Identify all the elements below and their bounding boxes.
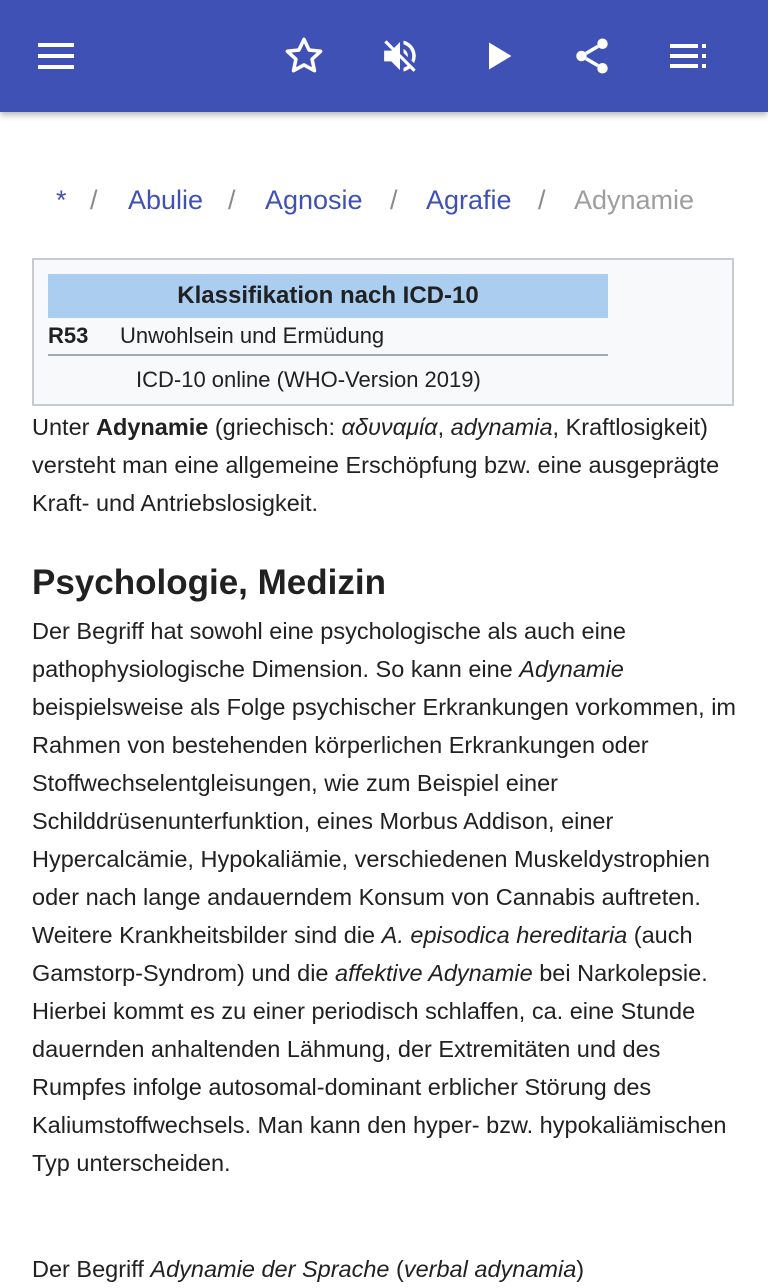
breadcrumb-separator: / — [390, 185, 398, 215]
menu-button[interactable] — [28, 28, 84, 84]
breadcrumb-separator: / — [228, 185, 236, 215]
next-text: Der Begriff — [32, 1256, 151, 1282]
icd-description: Unwohlsein und Ermüdung — [120, 323, 385, 348]
section-text: (auch Gamstorp-Syndrom) und die — [32, 922, 693, 986]
section-text: Der Begriff hat sowohl eine psychologische als auch eine pathophysiologische Dimension. So kann eine — [32, 618, 626, 682]
breadcrumb-separator: / — [90, 185, 98, 215]
mute-button[interactable] — [372, 28, 428, 84]
breadcrumb-item-abulie[interactable]: Abulie — [128, 185, 204, 215]
latin-term: adynamia — [450, 414, 553, 440]
next-italic: Adynamie der Sprache — [150, 1256, 390, 1282]
section-italic: affektive Adynamie — [335, 960, 533, 986]
breadcrumb-current: Adynamie — [574, 185, 695, 215]
intro-text: Unter — [32, 414, 96, 440]
intro-text: , Kraftlosigkeit) versteht man eine allgemeine Erschöpfung bzw. eine ausgeprägte Kraft- und Antriebslosigkeit. — [32, 414, 720, 516]
play-button[interactable] — [470, 28, 526, 84]
icd10-infobox — [32, 258, 734, 406]
play-icon — [480, 38, 516, 74]
section-italic: A. episodica hereditaria — [381, 922, 628, 948]
section-text: beispielsweise als Folge psychischer Erkrankungen vorkommen, im Rahmen von bestehenden körperlichen Erkrankungen oder Stoffwechselentgleisungen, wie zum Beispiel einer Schilddrüsenunterfunktion, eines Morbus Addison, einer Hypercalcämie, Hypokaliämie, verschiedenen Muskeldystrophien oder nach lange andauerndem Konsum von Cannabis auftreten. Weitere Krankheitsbilder sind die — [32, 694, 736, 948]
icd-online-link[interactable]: ICD-10 online (WHO-Version 2019) — [136, 367, 481, 392]
intro-text: , — [437, 414, 451, 440]
app-toolbar — [0, 0, 768, 112]
breadcrumb-item-home[interactable]: * — [56, 185, 67, 215]
section-paragraph — [32, 612, 736, 1182]
section-heading: Psychologie, Medizin — [32, 563, 386, 602]
star-outline-icon — [283, 35, 325, 77]
intro-paragraph — [32, 408, 736, 522]
share-icon — [571, 35, 613, 77]
volume-off-icon — [379, 35, 421, 77]
next-paragraph — [32, 1250, 736, 1288]
icd-code[interactable]: R53 — [48, 323, 89, 348]
infobox-title: Klassifikation nach ICD-10 — [48, 274, 608, 318]
next-italic: verbal adynamia — [403, 1256, 577, 1282]
breadcrumb-separator: / — [538, 185, 546, 215]
playlist-icon — [668, 36, 708, 76]
next-text: ( — [389, 1256, 404, 1282]
infobox-divider — [48, 354, 608, 356]
breadcrumb-item-agnosie[interactable]: Agnosie — [265, 185, 363, 215]
breadcrumb — [32, 180, 736, 220]
intro-term: Adynamie — [96, 414, 209, 440]
playlist-button[interactable] — [660, 28, 716, 84]
greek-term: αδυναμία — [341, 414, 438, 440]
section-italic: Adynamie — [519, 656, 624, 682]
intro-text: (griechisch: — [208, 414, 342, 440]
section-text: bei Narkolepsie. Hierbei kommt es zu einer periodisch schlaffen, ca. eine Stunde dauernden anhaltenden Lähmung, der Extremitäten und des Rumpfes infolge autosomal-dominant erblicher Störung des Kaliumstoffwechsels. Man kann den hyper- bzw. hypokaliämischen Typ unterscheiden. — [32, 960, 727, 1176]
favorite-button[interactable] — [276, 28, 332, 84]
breadcrumb-item-agrafie[interactable]: Agrafie — [426, 185, 512, 215]
share-button[interactable] — [564, 28, 620, 84]
hamburger-menu-icon — [36, 36, 76, 76]
next-text: ) — [576, 1256, 585, 1282]
